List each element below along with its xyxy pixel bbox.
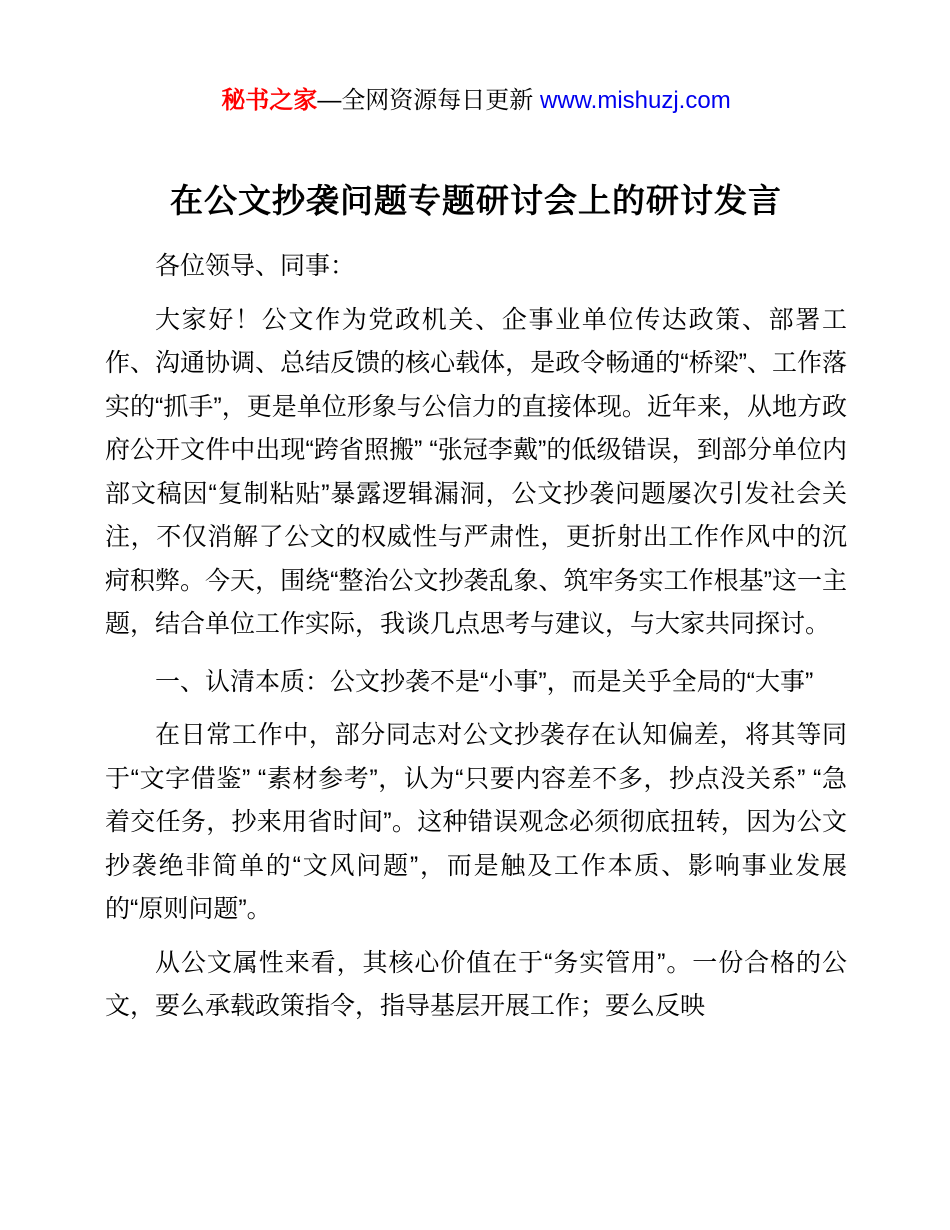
body-paragraph-cognition: 在日常工作中，部分同志对公文抄袭存在认知偏差，将其等同于“文字借鉴” “素材参考”，认为“只要内容差不多，抄点没关系” “急着交任务，抄来用省时间”。这种错误观念必须彻底扭转，因为公文抄袭绝非简单的“文风问题”，而是触及工作本质、影响事业发展的“原则问题”。	[105, 721, 847, 924]
site-header	[105, 0, 847, 117]
greeting-paragraph: 各位领导、同事：	[155, 252, 356, 281]
site-brand-text: 秘书之家	[221, 87, 318, 114]
opening-paragraph: 大家好！公文作为党政机关、企事业单位传达政策、部署工作、沟通协调、总结反馈的核心载体，是政令畅通的“桥梁”、工作落实的“抓手”，更是单位形象与公信力的直接体现。近年来，从地方政府公开文件中出现“跨省照搬” “张冠李戴”的低级错误，到部分单位内部文稿因“复制粘贴”暴露逻辑漏洞，公文抄袭问题屡次引发社会关注，不仅消解了公文的权威性与严肃性，更折射出工作作风中的沉疴积弊。今天，围绕“整治公文抄袭乱象、筑牢务实工作根基”这一主题，结合单位工作实际，我谈几点思考与建议，与大家共同探讨。	[105, 305, 847, 639]
site-url-link[interactable]: www.mishuzj.com	[539, 87, 731, 114]
site-tagline-text: —全网资源每日更新	[317, 87, 540, 114]
body-paragraph-attributes: 从公文属性来看，其核心价值在于“务实管用”。一份合格的公文，要么承载政策指令，指导基层开展工作；要么反映	[105, 948, 847, 1021]
document-title: 在公文抄袭问题专题研讨会上的研讨发言	[170, 182, 782, 219]
section-heading-1: 一、认清本质：公文抄袭不是“小事”，而是关乎全局的“大事”	[155, 667, 814, 696]
